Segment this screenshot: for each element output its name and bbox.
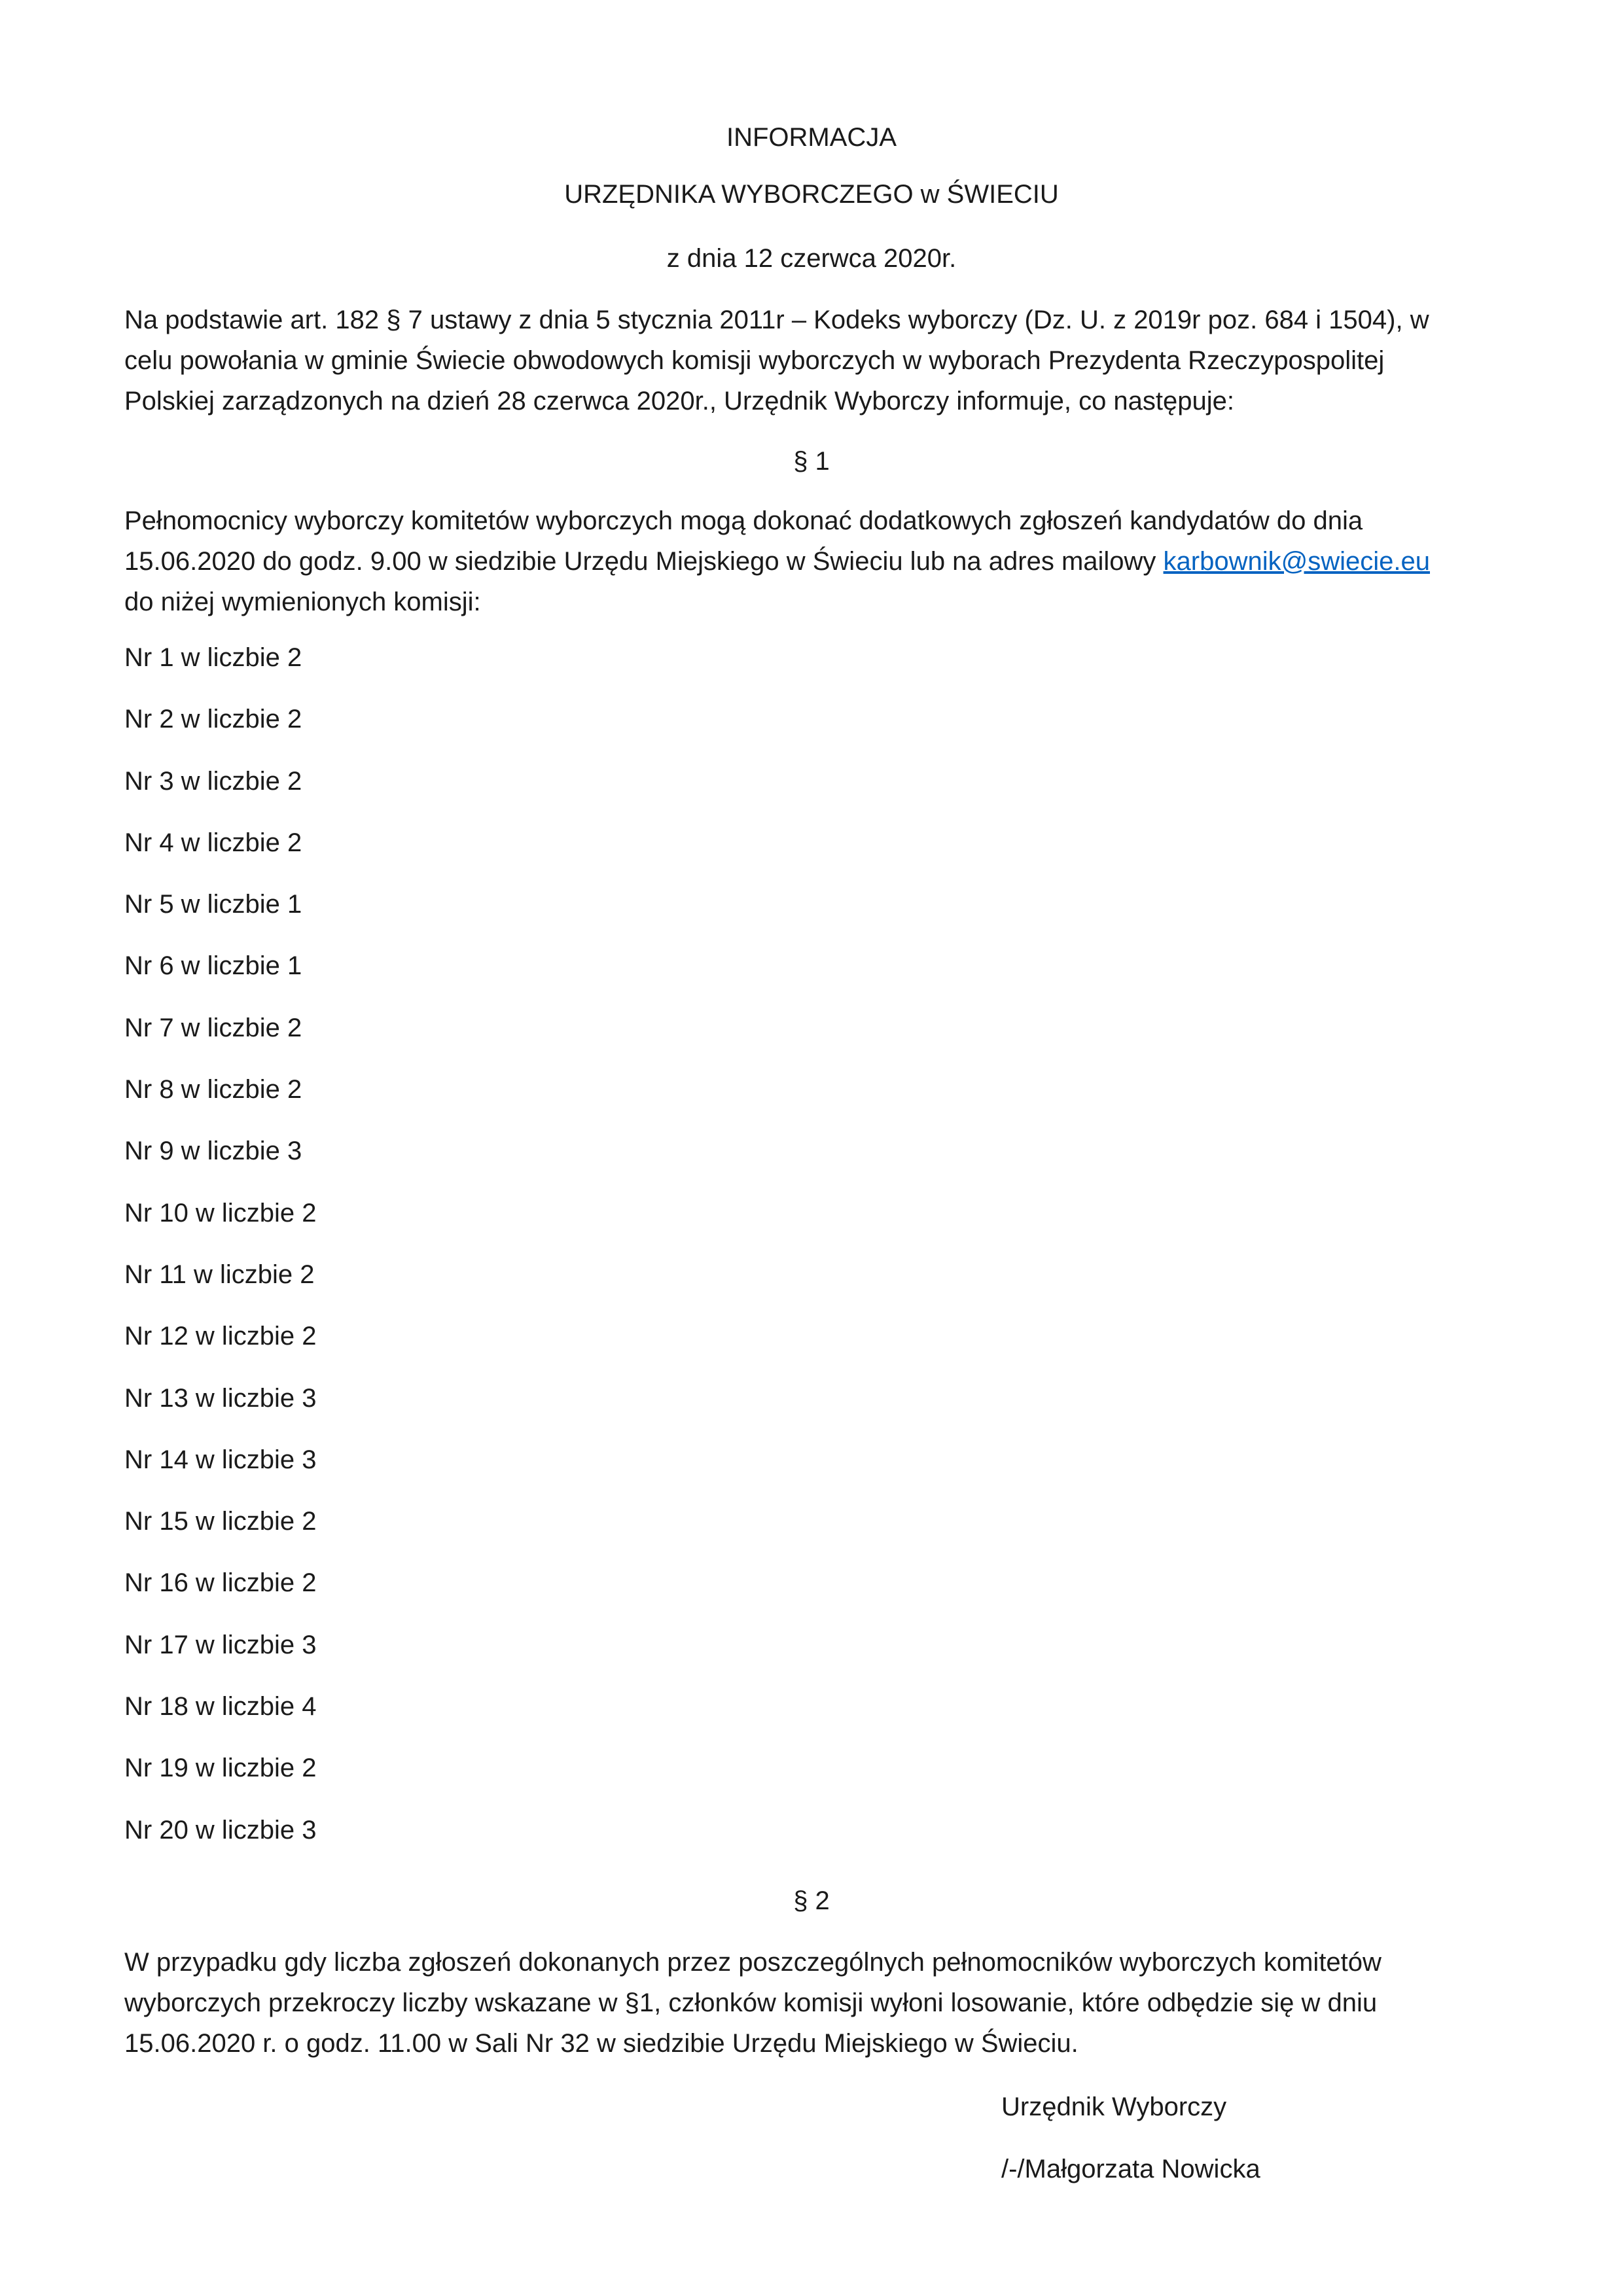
list-item: Nr 19 w liczbie 2	[124, 1754, 317, 1783]
document-title: INFORMACJA	[726, 123, 897, 152]
list-item: Nr 10 w liczbie 2	[124, 1198, 317, 1227]
list-item: Nr 13 w liczbie 3	[124, 1383, 317, 1413]
section-1-paragraph	[124, 501, 1505, 622]
section-1-heading: § 1	[793, 447, 830, 476]
list-item: Nr 15 w liczbie 2	[124, 1507, 317, 1536]
section-2-line: W przypadku gdy liczba zgłoszeń dokonanych przez poszczególnych pełnomocników wyborczych komitetów	[124, 1948, 1382, 1977]
list-item: Nr 7 w liczbie 2	[124, 1013, 302, 1042]
list-item: Nr 8 w liczbie 2	[124, 1075, 302, 1104]
section-2-line: 15.06.2020 r. o godz. 11.00 w Sali Nr 32 w siedzibie Urzędu Miejskiego w Świeciu.	[124, 2029, 1079, 2058]
list-item: Nr 5 w liczbie 1	[124, 890, 302, 919]
list-item: Nr 4 w liczbie 2	[124, 828, 302, 857]
list-item: Nr 1 w liczbie 2	[124, 643, 302, 672]
section-2-paragraph	[124, 1942, 1505, 2064]
signature-name: /-/Małgorzata Nowicka	[1001, 2155, 1260, 2183]
section-1-line-text: 15.06.2020 do godz. 9.00 w siedzibie Urzędu Miejskiego w Świeciu lub na adres mailowy	[124, 547, 1164, 576]
list-item: Nr 3 w liczbie 2	[124, 766, 302, 796]
intro-line: Polskiej zarządzonych na dzień 28 czerwca 2020r., Urzędnik Wyborczy informuje, co następuje:	[124, 387, 1235, 415]
list-item: Nr 11 w liczbie 2	[124, 1260, 315, 1289]
list-item: Nr 20 w liczbie 3	[124, 1815, 317, 1845]
section-2-line: wyborczych przekroczy liczby wskazane w §1, członków komisji wyłoni losowanie, które odbędzie się w dniu	[124, 1988, 1378, 2017]
section-1-line: do niżej wymienionych komisji:	[124, 588, 481, 616]
list-item: Nr 9 w liczbie 3	[124, 1137, 302, 1166]
list-item: Nr 2 w liczbie 2	[124, 705, 302, 734]
email-link[interactable]: karbownik@swiecie.eu	[1163, 547, 1430, 576]
commission-list	[124, 641, 316, 1875]
document-subtitle: URZĘDNIKA WYBORCZEGO w ŚWIECIU	[564, 180, 1059, 209]
list-item: Nr 14 w liczbie 3	[124, 1445, 317, 1474]
document-date: z dnia 12 czerwca 2020r.	[666, 244, 957, 273]
list-item: Nr 6 w liczbie 1	[124, 951, 302, 981]
list-item: Nr 17 w liczbie 3	[124, 1630, 317, 1659]
signature-role: Urzędnik Wyborczy	[1001, 2093, 1227, 2121]
list-item: Nr 18 w liczbie 4	[124, 1692, 317, 1722]
list-item: Nr 16 w liczbie 2	[124, 1568, 317, 1598]
section-2-heading: § 2	[793, 1886, 830, 1915]
intro-line: Na podstawie art. 182 § 7 ustawy z dnia 5 stycznia 2011r – Kodeks wyborczy (Dz. U. z 2019r poz. 684 i 1504), w	[124, 306, 1429, 334]
intro-paragraph	[124, 300, 1505, 421]
section-1-line: Pełnomocnicy wyborczy komitetów wyborczych mogą dokonać dodatkowych zgłoszeń kandydatów do dnia	[124, 506, 1363, 535]
section-1-line	[124, 541, 1505, 582]
list-item: Nr 12 w liczbie 2	[124, 1322, 317, 1351]
intro-line: celu powołania w gminie Świecie obwodowych komisji wyborczych w wyborach Prezydenta Rzeczypospolitej	[124, 346, 1385, 375]
